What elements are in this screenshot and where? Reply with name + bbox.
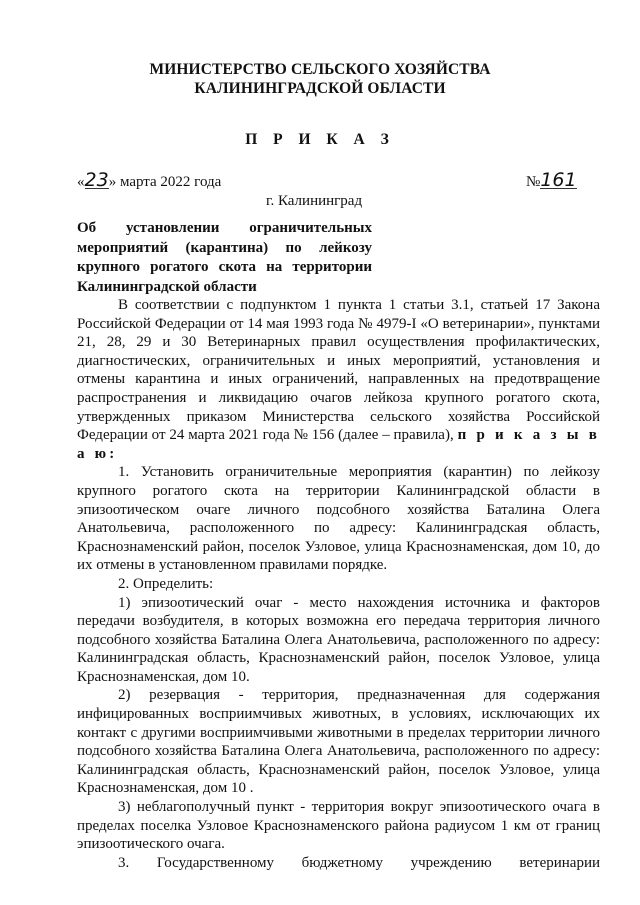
number-prefix: № (526, 174, 541, 190)
order-date (77, 169, 222, 191)
item-2-3-paragraph: 3) неблагополучный пункт - территория вокруг эпизоотического очага в пределах поселка Узловое Краснознаменского района радиусом 1 км от границ эпизоотического очага. (77, 799, 600, 853)
ministry-header (0, 60, 640, 98)
ministry-name-line2: КАЛИНИНГРАДСКОЙ ОБЛАСТИ (194, 80, 446, 97)
order-subject: Об установлении ограничительных мероприятий (карантина) по лейкозу крупного рогатого скота на территории Калининградской области (77, 220, 372, 295)
item-3-paragraph: 3. Государственному бюджетному учреждению ветеринарии (118, 854, 600, 871)
city-line: г. Калининград (266, 193, 363, 209)
order-word: п р и к а з ы в а ю: (77, 427, 601, 462)
order-body (77, 296, 600, 872)
ministry-name-line1: МИНИСТЕРСТВО СЕЛЬСКОГО ХОЗЯЙСТВА (149, 61, 491, 78)
item-2-paragraph: 2. Определить: (118, 575, 214, 592)
date-month-year: марта 2022 года (119, 174, 222, 190)
order-number (526, 169, 577, 191)
item-2-2-paragraph: 2) резервация - территория, предназначенная для содержания инфицированных восприимчивых животных, в условиях, исключающих их контакт с другими восприимчивыми животными в пределах территории личного подсобного хозяйства Баталина Олега Анатольевича, расположенного по адресу: Калининградская область, Краснознаменский район, поселок Узловое, улица Краснознаменская, дом 10 . (77, 687, 600, 797)
preamble-paragraph (77, 296, 600, 463)
date-open-quote: « (77, 174, 85, 190)
date-close-quote: » (108, 174, 117, 190)
preamble-text: В соответствии с подпунктом 1 пункта 1 статьи 3.1, статьей 17 Закона Российской Федерации от 14 мая 1993 года № 4979-I «О ветеринарии», пунктами 21, 28, 29 и 30 Ветеринарных правил осуществления профилактических, диагностических, ограничительных и иных мероприятий, установления и отмены карантина и иных ограничений, направленных на предотвращение распространения и ликвидацию очагов лейкоза крупного рогатого скота, утвержденных приказом Министерства сельского хозяйства Российской Федерации от 24 марта 2021 года № 156 (далее – правила), (77, 297, 600, 444)
document-type-title: П Р И К А З (245, 131, 395, 148)
item-1-paragraph: 1. Установить ограничительные мероприятия (карантин) по лейкозу крупного рогатого скота на территории Калининградской области в эпизоотическом очаге личного подсобного хозяйства Баталина Олега Анатольевича, расположенного по адресу: Калининградская область, Краснознаменский район, поселок Узловое, улица Краснознаменская, дом 10, до их отмены в установленном правилами порядке. (77, 464, 600, 574)
number-handwritten: 161 (540, 169, 577, 191)
item-2-1-paragraph: 1) эпизоотический очаг - место нахождения источника и факторов передачи возбудителя, в которых возможна его передача территория личного подсобного хозяйства Баталина Олега Анатольевича, расположенного по адресу: Калининградская область, Краснознаменский район, поселок Узловое, улица Краснознаменская, дом 10. (77, 594, 600, 685)
date-day-handwritten: 23 (84, 169, 109, 191)
